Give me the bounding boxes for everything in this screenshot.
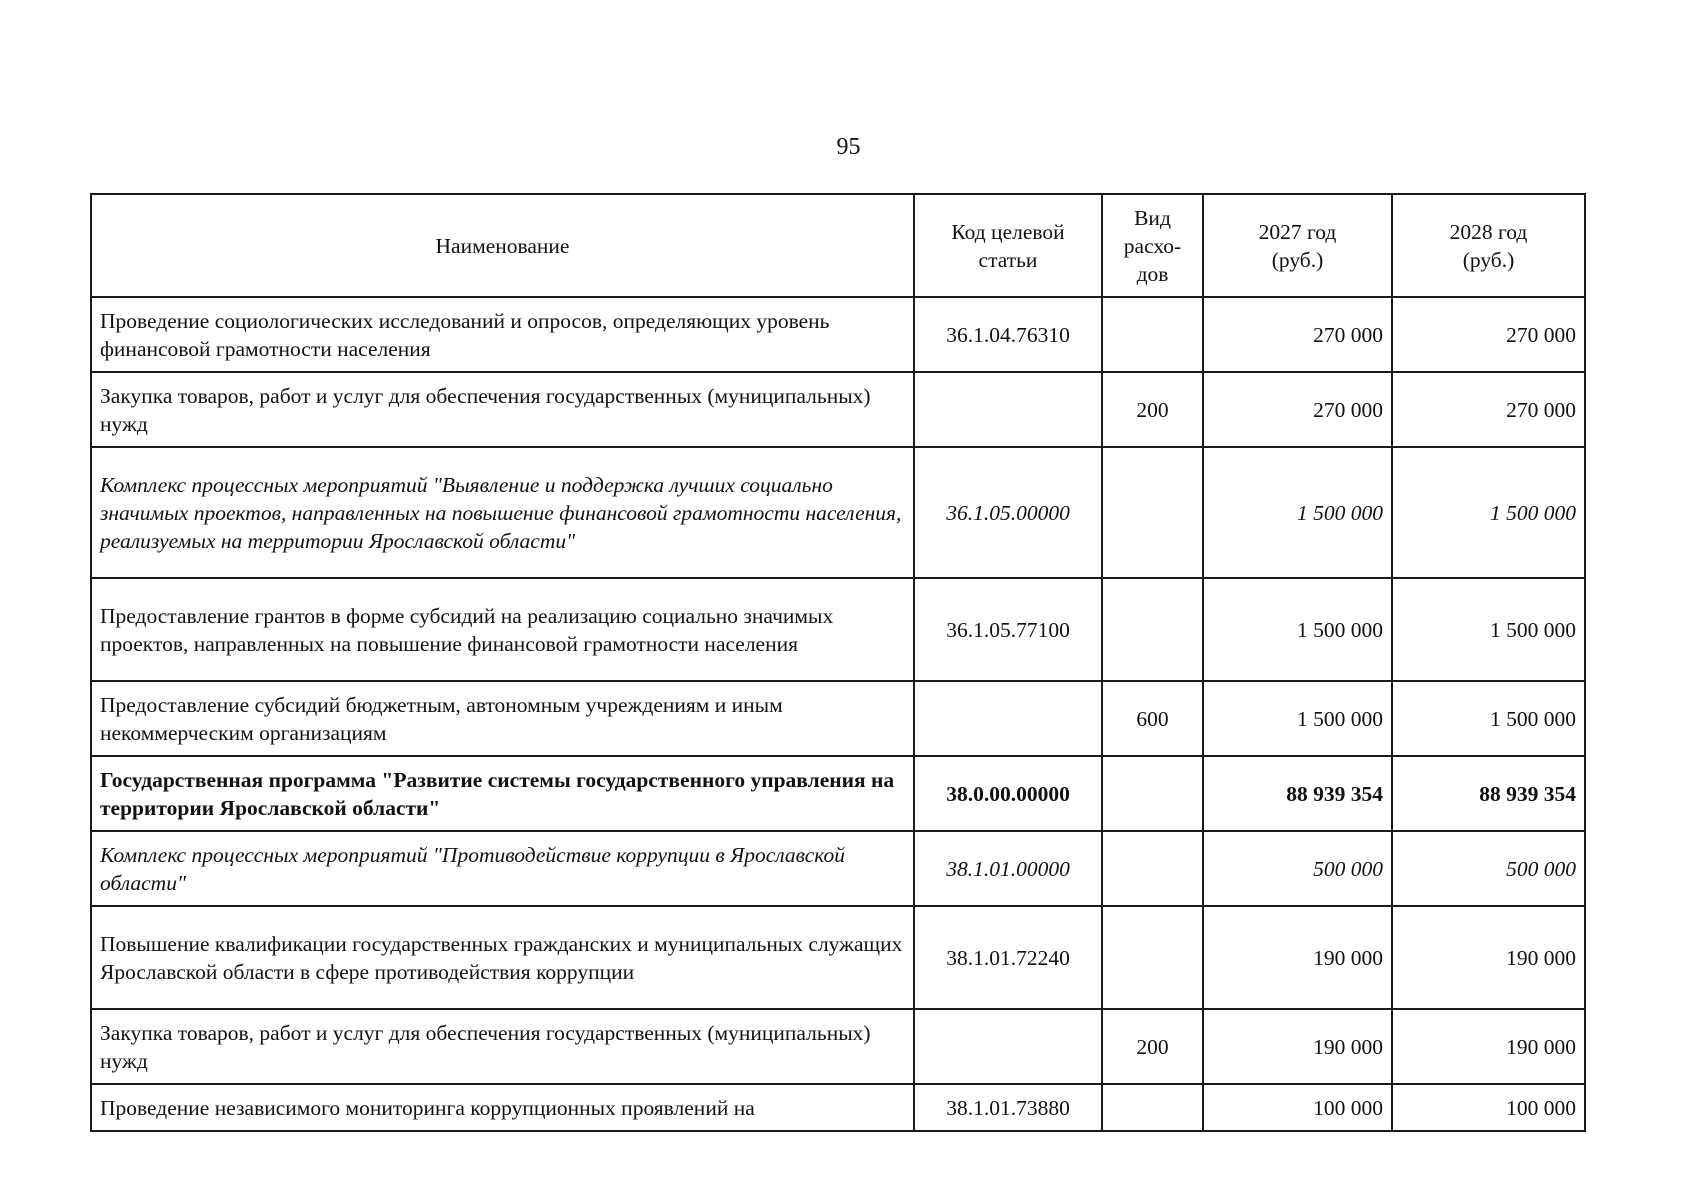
row-name-cell: Комплекс процессных мероприятий "Противодействие коррупции в Ярославской области"	[91, 831, 914, 906]
table-row	[91, 756, 1585, 831]
header-2027: 2027 год (руб.)	[1203, 194, 1392, 297]
header-code: Код целевой статьи	[914, 194, 1102, 297]
row-code-cell: 38.1.01.72240	[914, 906, 1102, 1009]
row-code-cell: 38.1.01.00000	[914, 831, 1102, 906]
row-vid-cell	[1102, 447, 1203, 578]
row-2027-cell: 1 500 000	[1203, 447, 1392, 578]
row-name-cell: Предоставление субсидий бюджетным, автономным учреждениям и иным некоммерческим организациям	[91, 681, 914, 756]
row-2027-cell: 1 500 000	[1203, 578, 1392, 681]
row-vid-cell: 600	[1102, 681, 1203, 756]
row-2027-cell: 1 500 000	[1203, 681, 1392, 756]
header-vid: Вид расхо-дов	[1102, 194, 1203, 297]
row-vid-cell	[1102, 297, 1203, 372]
row-2027-cell: 270 000	[1203, 297, 1392, 372]
row-2028-cell: 88 939 354	[1392, 756, 1585, 831]
row-2028-cell: 500 000	[1392, 831, 1585, 906]
page-number: 95	[836, 134, 861, 160]
row-2028-cell: 1 500 000	[1392, 681, 1585, 756]
table-row	[91, 831, 1585, 906]
row-vid-cell: 200	[1102, 1009, 1203, 1084]
table-row	[91, 1084, 1585, 1131]
row-code-cell: 36.1.04.76310	[914, 297, 1102, 372]
row-vid-cell: 200	[1102, 372, 1203, 447]
row-vid-cell	[1102, 831, 1203, 906]
row-name-cell: Повышение квалификации государственных гражданских и муниципальных служащих Ярославской области в сфере противодействия коррупции	[91, 906, 914, 1009]
table-row	[91, 906, 1585, 1009]
row-2027-cell: 88 939 354	[1203, 756, 1392, 831]
row-2027-cell: 190 000	[1203, 1009, 1392, 1084]
row-code-cell: 36.1.05.77100	[914, 578, 1102, 681]
row-vid-cell	[1102, 906, 1203, 1009]
header-name: Наименование	[91, 194, 914, 297]
row-name-cell: Проведение социологических исследований и опросов, определяющих уровень финансовой грамотности населения	[91, 297, 914, 372]
header-2028: 2028 год (руб.)	[1392, 194, 1585, 297]
row-2028-cell: 270 000	[1392, 372, 1585, 447]
row-2028-cell: 100 000	[1392, 1084, 1585, 1131]
row-2028-cell: 1 500 000	[1392, 447, 1585, 578]
row-code-cell	[914, 681, 1102, 756]
row-vid-cell	[1102, 1084, 1203, 1131]
row-2027-cell: 190 000	[1203, 906, 1392, 1009]
row-2027-cell: 500 000	[1203, 831, 1392, 906]
row-code-cell: 36.1.05.00000	[914, 447, 1102, 578]
row-2028-cell: 190 000	[1392, 1009, 1585, 1084]
row-name-cell: Предоставление грантов в форме субсидий на реализацию социально значимых проектов, направленных на повышение финансовой грамотности населения	[91, 578, 914, 681]
row-code-cell: 38.0.00.00000	[914, 756, 1102, 831]
row-code-cell: 38.1.01.73880	[914, 1084, 1102, 1131]
row-2028-cell: 270 000	[1392, 297, 1585, 372]
row-2027-cell: 270 000	[1203, 372, 1392, 447]
table-header-row	[91, 194, 1585, 297]
budget-table	[90, 193, 1586, 1132]
table-row	[91, 447, 1585, 578]
table-row	[91, 681, 1585, 756]
row-name-cell: Комплекс процессных мероприятий "Выявление и поддержка лучших социально значимых проектов, направленных на повышение финансовой грамотности населения, реализуемых на территории Ярославской области"	[91, 447, 914, 578]
row-name-cell: Закупка товаров, работ и услуг для обеспечения государственных (муниципальных) нужд	[91, 372, 914, 447]
row-2028-cell: 1 500 000	[1392, 578, 1585, 681]
table-body	[91, 297, 1585, 1131]
row-name-cell: Проведение независимого мониторинга коррупционных проявлений на	[91, 1084, 914, 1131]
row-vid-cell	[1102, 756, 1203, 831]
row-name-cell: Закупка товаров, работ и услуг для обеспечения государственных (муниципальных) нужд	[91, 1009, 914, 1084]
row-2027-cell: 100 000	[1203, 1084, 1392, 1131]
row-code-cell	[914, 1009, 1102, 1084]
row-name-cell: Государственная программа "Развитие системы государственного управления на территории Ярославской области"	[91, 756, 914, 831]
row-2028-cell: 190 000	[1392, 906, 1585, 1009]
table-row	[91, 372, 1585, 447]
table-row	[91, 1009, 1585, 1084]
row-code-cell	[914, 372, 1102, 447]
table-row	[91, 578, 1585, 681]
table-row	[91, 297, 1585, 372]
row-vid-cell	[1102, 578, 1203, 681]
